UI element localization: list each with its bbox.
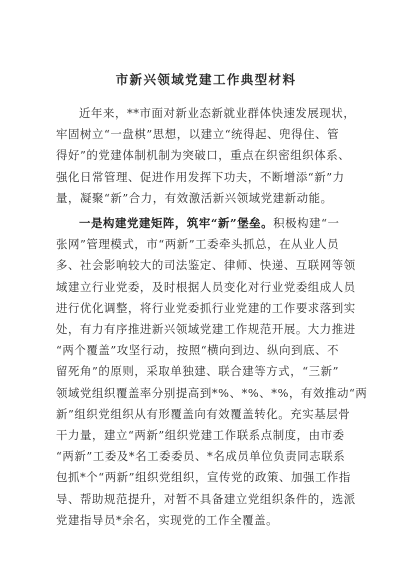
paragraph-line: 领域党组织覆盖率分别提高到*%、*%、*%，有效推动“两 — [56, 385, 368, 400]
paragraph-line: 得好”的党建体制机制为突破口，重点在织密组织体系、 — [56, 148, 351, 163]
paragraph-line: 量，凝聚“新”合力，有效激活新兴领域党建新动能。 — [56, 190, 333, 205]
paragraph-line: 留死角”的原则，采取单独建、联合建等方式，“三新” — [56, 364, 340, 379]
paragraph-line: 域建立行业党委，及时根据人员变化对行业党委组成人员 — [56, 279, 356, 294]
section-heading: 一是构建党建矩阵，筑牢“新”堡垒。 — [79, 216, 274, 231]
paragraph-line: 党建指导员*余名，实现党的工作全覆盖。 — [56, 512, 279, 527]
paragraph-line: “两个覆盖”攻坚行动，按照“横向到边、纵向到底、不 — [56, 343, 340, 358]
paragraph-text: 积极构建“一 — [273, 216, 340, 231]
paragraph-line: 多、社会影响较大的司法鉴定、律师、快递、互联网等领 — [56, 258, 356, 273]
document-title: 市新兴领域党建工作典型材料 — [115, 72, 297, 87]
intro-paragraph — [56, 103, 356, 209]
paragraph-line: 新”组织党组织从有形覆盖向有效覆盖转化。充实基层骨 — [56, 406, 351, 421]
paragraph-line: 牢固树立“一盘棋”思想，以建立“统得起、兜得住、管 — [56, 127, 340, 142]
paragraph-line: 近年来，**市面对新业态新就业群体快速发展现状， — [79, 106, 356, 120]
paragraph-line: 导、帮助规范提升，对暂不具备建立党组织条件的，选派 — [56, 491, 356, 506]
paragraph-line: 张网”管理模式，市“两新”工委牵头抓总，在从业人员 — [56, 237, 340, 252]
paragraph-line: 干力量，建立“两新”组织党建工作联系点制度，由市委 — [56, 428, 345, 443]
paragraph-first-line — [56, 213, 356, 234]
paragraph-line: 进行优化调整，将行业党委抓行业党建的工作要求落到实 — [56, 300, 356, 315]
paragraph-line: 强化日常管理、促进作用发挥下功夫，不断增添“新”力 — [56, 169, 345, 184]
paragraph-line: 包抓*个“两新”组织党组织，宣传党的政策、加强工作指 — [56, 470, 351, 485]
paragraph-line: 处，有力有序推进新兴领域党建工作规范开展。大力推进 — [56, 322, 356, 337]
paragraph-line: “两新”工委及*名工委委员、*名成员单位负责同志联系 — [56, 449, 346, 464]
section-one-paragraph — [56, 213, 368, 531]
